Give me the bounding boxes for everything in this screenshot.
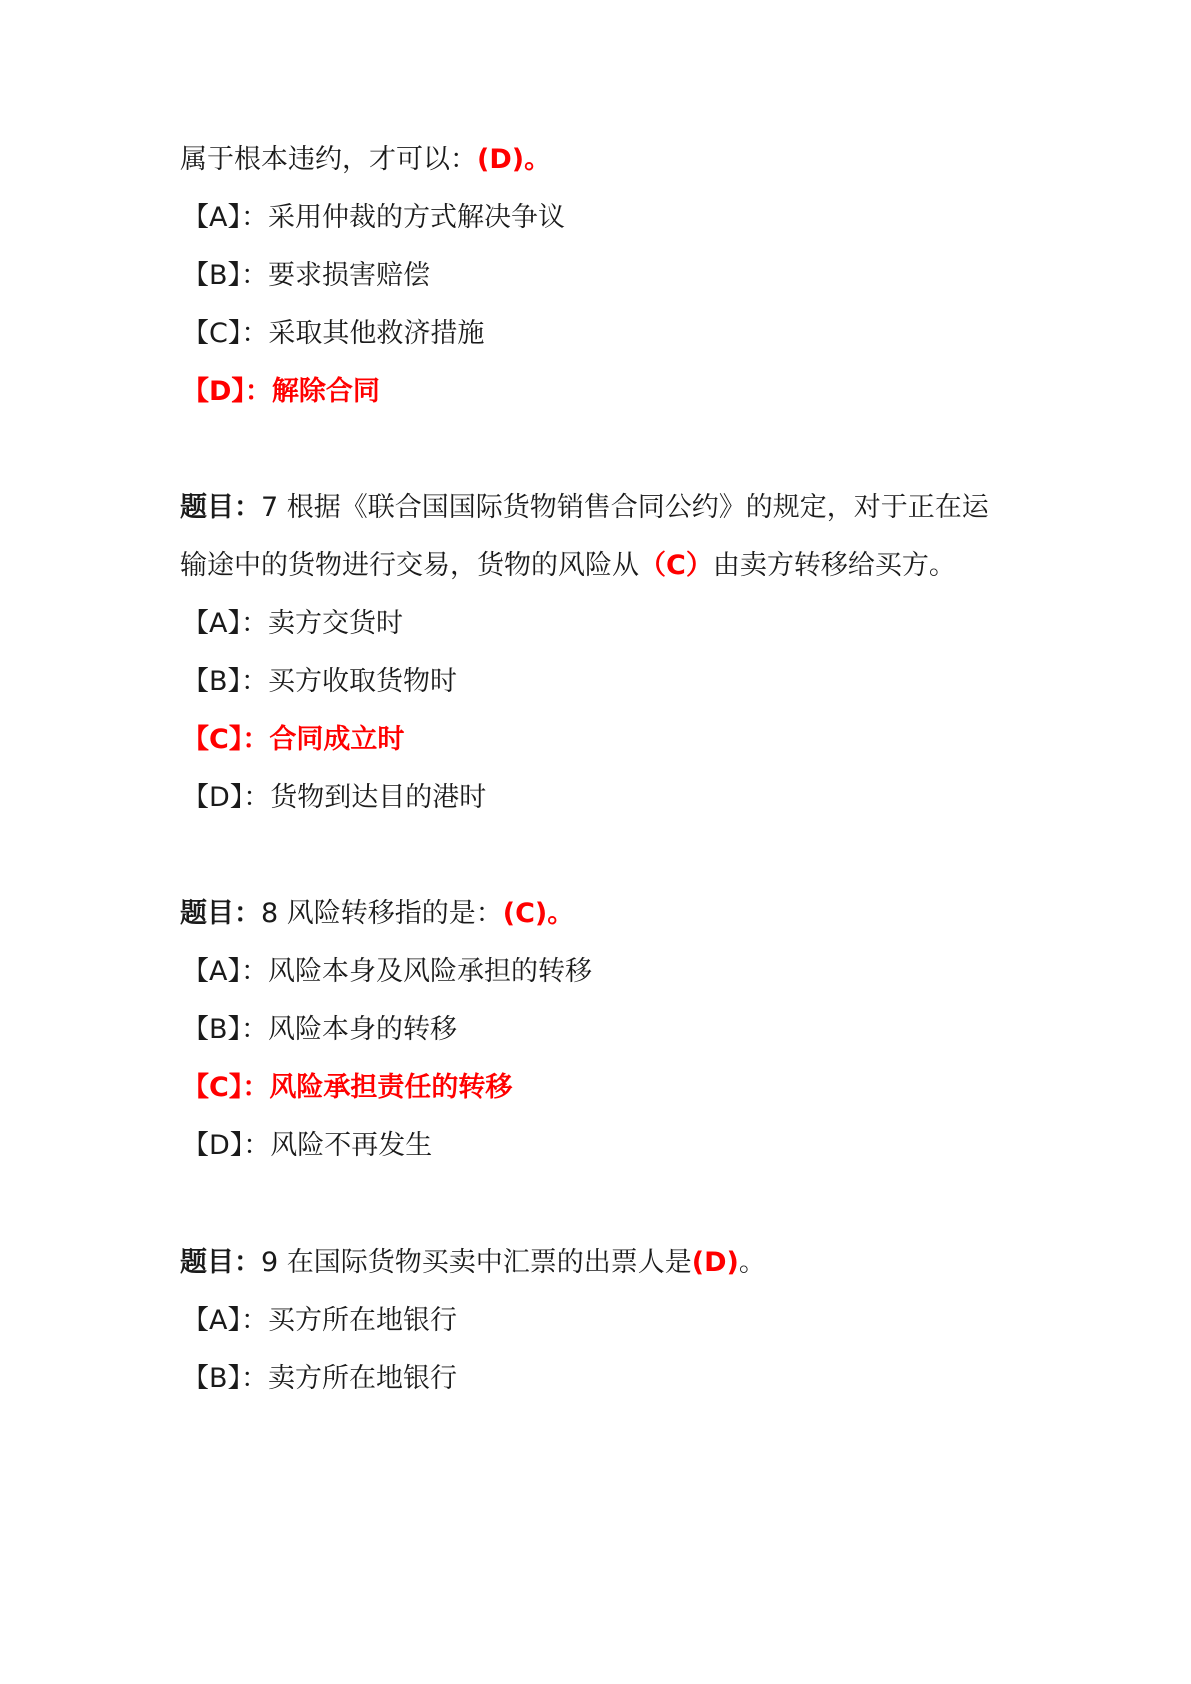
answer-mark: (C)。	[502, 898, 575, 929]
question-6-stem	[180, 140, 551, 180]
question-text: 9 在国际货物买卖中汇票的出票人是	[261, 1247, 692, 1278]
question-text: 7 根据《联合国国际货物销售合同公约》的规定，对于正在运	[261, 492, 989, 523]
question-9-stem	[180, 1243, 766, 1283]
option-text: 合同成立时	[269, 724, 405, 755]
answer-mark: （C）	[639, 550, 713, 581]
option-c-correct	[180, 720, 404, 760]
question-7-stem-line-1	[180, 488, 989, 528]
option-b	[180, 662, 457, 702]
option-key: 【A】：	[182, 202, 268, 233]
option-key: 【B】：	[182, 1363, 269, 1394]
option-a	[180, 198, 565, 238]
option-a	[180, 1301, 457, 1341]
question-label: 题目：	[180, 492, 261, 523]
option-d	[180, 778, 486, 818]
option-key: 【D】：	[182, 376, 272, 407]
option-key: 【A】：	[182, 956, 268, 987]
answer-mark: (D)。	[477, 144, 552, 175]
option-text: 买方所在地银行	[267, 1305, 457, 1336]
option-text: 卖方交货时	[267, 608, 403, 639]
option-text: 风险本身及风险承担的转移	[267, 956, 592, 987]
question-text: 由卖方转移给买方。	[712, 550, 956, 581]
option-c-correct	[180, 1068, 512, 1108]
question-text: 属于根本违约，才可以：	[180, 144, 477, 175]
option-text: 要求损害赔偿	[268, 260, 431, 291]
question-8-stem	[180, 894, 574, 934]
question-label: 题目：	[180, 1247, 261, 1278]
option-text: 风险本身的转移	[268, 1014, 458, 1045]
option-b	[180, 1010, 457, 1050]
option-key: 【C】：	[182, 1072, 270, 1103]
question-label: 题目：	[180, 898, 261, 929]
option-b	[180, 1359, 457, 1399]
question-7-stem-line-2	[180, 546, 956, 586]
option-text: 买方收取货物时	[268, 666, 458, 697]
option-text: 货物到达目的港时	[270, 782, 487, 813]
answer-mark: (D)	[691, 1247, 739, 1278]
question-text: 8 风险转移指的是：	[261, 898, 503, 929]
option-a	[180, 604, 403, 644]
option-text: 风险不再发生	[270, 1130, 433, 1161]
option-c	[180, 314, 484, 354]
option-text: 解除合同	[271, 376, 380, 407]
question-text: 输途中的货物进行交易，货物的风险从	[180, 550, 639, 581]
option-key: 【B】：	[182, 1014, 269, 1045]
option-d	[180, 1126, 432, 1166]
option-text: 采取其他救济措施	[268, 318, 485, 349]
option-key: 【C】：	[182, 724, 270, 755]
option-key: 【D】：	[182, 782, 271, 813]
option-key: 【C】：	[182, 318, 269, 349]
option-text: 风险承担责任的转移	[269, 1072, 513, 1103]
option-b	[180, 256, 430, 296]
option-a	[180, 952, 592, 992]
option-key: 【B】：	[182, 666, 269, 697]
option-key: 【A】：	[182, 1305, 268, 1336]
option-d-correct	[180, 372, 380, 412]
option-text: 采用仲裁的方式解决争议	[267, 202, 565, 233]
option-key: 【B】：	[182, 260, 269, 291]
option-text: 卖方所在地银行	[268, 1363, 458, 1394]
question-suffix: 。	[738, 1247, 766, 1278]
option-key: 【A】：	[182, 608, 268, 639]
option-key: 【D】：	[182, 1130, 271, 1161]
